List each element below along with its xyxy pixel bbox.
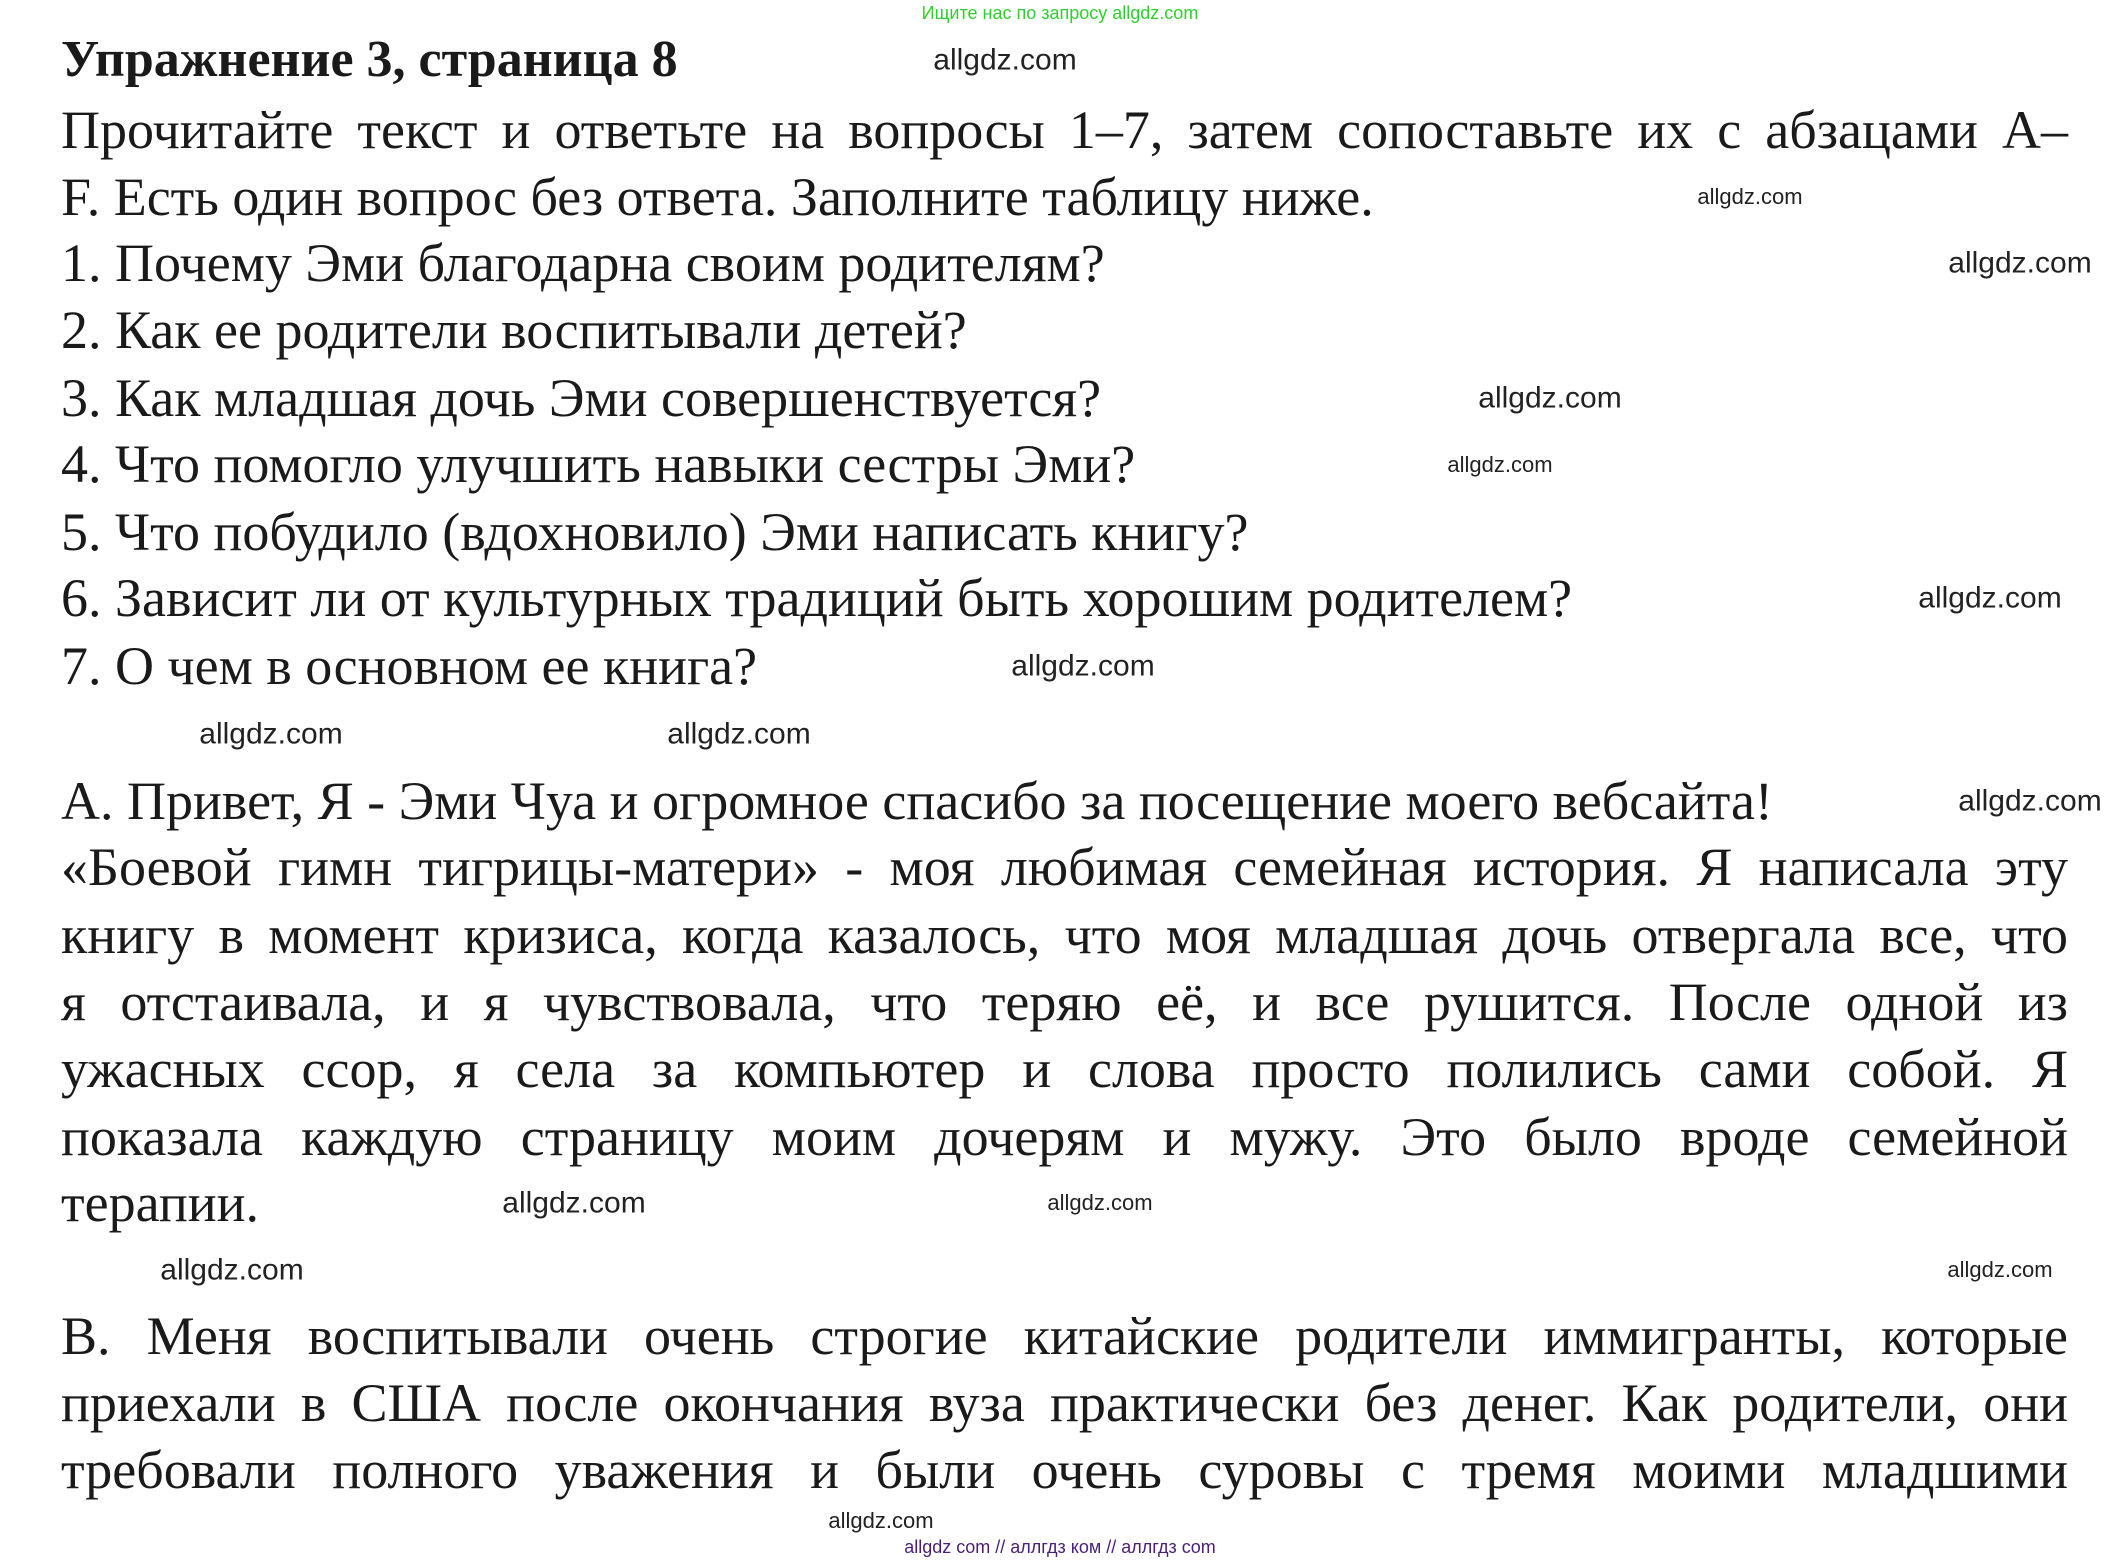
watermark: allgdz.com bbox=[199, 717, 343, 751]
watermark: allgdz.com bbox=[1447, 451, 1553, 477]
watermark: allgdz.com bbox=[1947, 1256, 2053, 1282]
question: 7. О чем в основном ее книга? bbox=[61, 636, 758, 696]
watermark: allgdz.com bbox=[160, 1253, 304, 1287]
paragraph-a-line: книгу в момент кризиса, когда казалось, что моя младшая дочь отвергала все, что bbox=[61, 905, 2068, 965]
question: 3. Как младшая дочь Эми совершенствуется? bbox=[61, 368, 1102, 428]
footer-links: allgdz com // аллгдз ком // аллгдз com bbox=[904, 1537, 1216, 1558]
paragraph-a-line: ужасных ссор, я села за компьютер и слова просто полились сами собой. Я bbox=[61, 1039, 2068, 1099]
paragraph-a-line: я отстаивала, и я чувствовала, что теряю её, и все рушится. После одной из bbox=[61, 972, 2068, 1032]
paragraph-a-line: А. Привет, Я - Эми Чуа и огромное спасибо за посещение моего вебсайта! bbox=[61, 771, 1773, 831]
question: 1. Почему Эми благодарна своим родителям? bbox=[61, 233, 1105, 293]
question: 5. Что побудило (вдохновило) Эми написать книгу? bbox=[61, 502, 1249, 562]
instruction-line: Прочитайте текст и ответьте на вопросы 1–7, затем сопоставьте их с абзацами А– bbox=[61, 100, 2068, 160]
paragraph-a-line: показала каждую страницу моим дочерям и мужу. Это было вроде семейной bbox=[61, 1107, 2068, 1167]
paragraph-a-line: терапии. bbox=[61, 1173, 260, 1233]
watermark: allgdz.com bbox=[1948, 246, 2092, 280]
question: 4. Что помогло улучшить навыки сестры Эми? bbox=[61, 434, 1136, 494]
paragraph-b-line: требовали полного уважения и были очень суровы с тремя моими младшими bbox=[61, 1440, 2068, 1500]
paragraph-a-line: «Боевой гимн тигрицы-матери» - моя любимая семейная история. Я написала эту bbox=[61, 837, 2068, 897]
watermark: allgdz.com bbox=[1697, 183, 1803, 209]
watermark: allgdz.com bbox=[1958, 784, 2102, 818]
watermark: allgdz.com bbox=[667, 717, 811, 751]
paragraph-b-line: В. Меня воспитывали очень строгие китайские родители иммигранты, которые bbox=[61, 1306, 2068, 1366]
watermark: allgdz.com bbox=[828, 1507, 934, 1533]
instruction-line: F. Есть один вопрос без ответа. Заполните таблицу ниже. bbox=[61, 167, 1374, 227]
watermark: allgdz.com bbox=[502, 1186, 646, 1220]
question: 6. Зависит ли от культурных традиций быть хорошим родителем? bbox=[61, 568, 1573, 628]
watermark: allgdz.com bbox=[1478, 381, 1622, 415]
watermark: allgdz.com bbox=[1047, 1189, 1153, 1215]
page-title: Упражнение 3, страница 8 bbox=[61, 31, 678, 88]
top-banner: Ищите нас по запросу allgdz.com bbox=[921, 3, 1199, 24]
watermark: allgdz.com bbox=[1011, 649, 1155, 683]
question: 2. Как ее родители воспитывали детей? bbox=[61, 300, 967, 360]
watermark: allgdz.com bbox=[1918, 581, 2062, 615]
watermark: allgdz.com bbox=[933, 43, 1077, 77]
paragraph-b-line: приехали в США после окончания вуза практически без денег. Как родители, они bbox=[61, 1373, 2068, 1433]
